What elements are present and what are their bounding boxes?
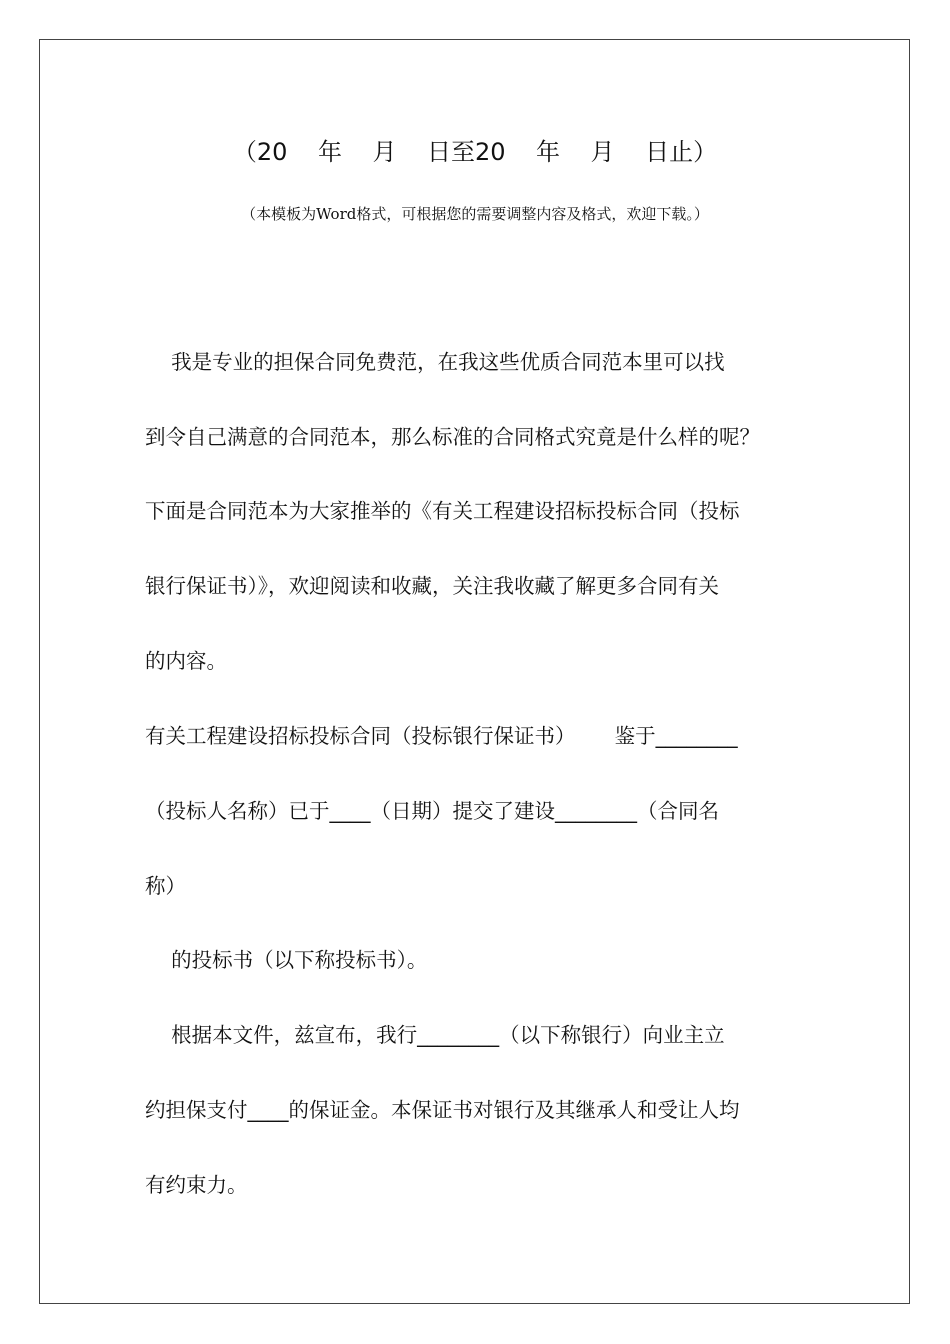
paragraph-line: 下面是合同范本为大家推举的《有关工程建设招标投标合同（投标 (145, 499, 740, 523)
paragraph-line: 到令自己满意的合同范本，那么标准的合同格式究竟是什么样的呢？ (145, 425, 760, 449)
paragraph-line: 称） (145, 874, 186, 898)
paragraph-line: 根据本文件，兹宣布，我行________（以下称银行）向业主立 (145, 1023, 725, 1047)
paragraph-line: 的内容。 (145, 649, 227, 673)
paragraph-line: 的投标书（以下称投标书）。 (145, 948, 428, 972)
paragraph-line: 有关工程建设招标投标合同（投标银行保证书） 鉴于________ (145, 724, 738, 748)
paragraph-line: （投标人名称）已于____（日期）提交了建设________（合同名 (145, 799, 719, 823)
template-note: （本模板为Word格式，可根据您的需要调整内容及格式，欢迎下载。） (241, 205, 709, 223)
paragraph-line: 我是专业的担保合同免费范，在我这些优质合同范本里可以找 (145, 350, 725, 374)
paragraph-line: 有约束力。 (145, 1173, 248, 1197)
paragraph-line: 约担保支付____的保证金。本保证书对银行及其继承人和受让人均 (145, 1098, 740, 1122)
paragraph-line: 银行保证书）》，欢迎阅读和收藏，关注我收藏了解更多合同有关 (145, 574, 719, 598)
date-range-heading: （20 年 月 日至20 年 月 日止） (232, 138, 718, 166)
